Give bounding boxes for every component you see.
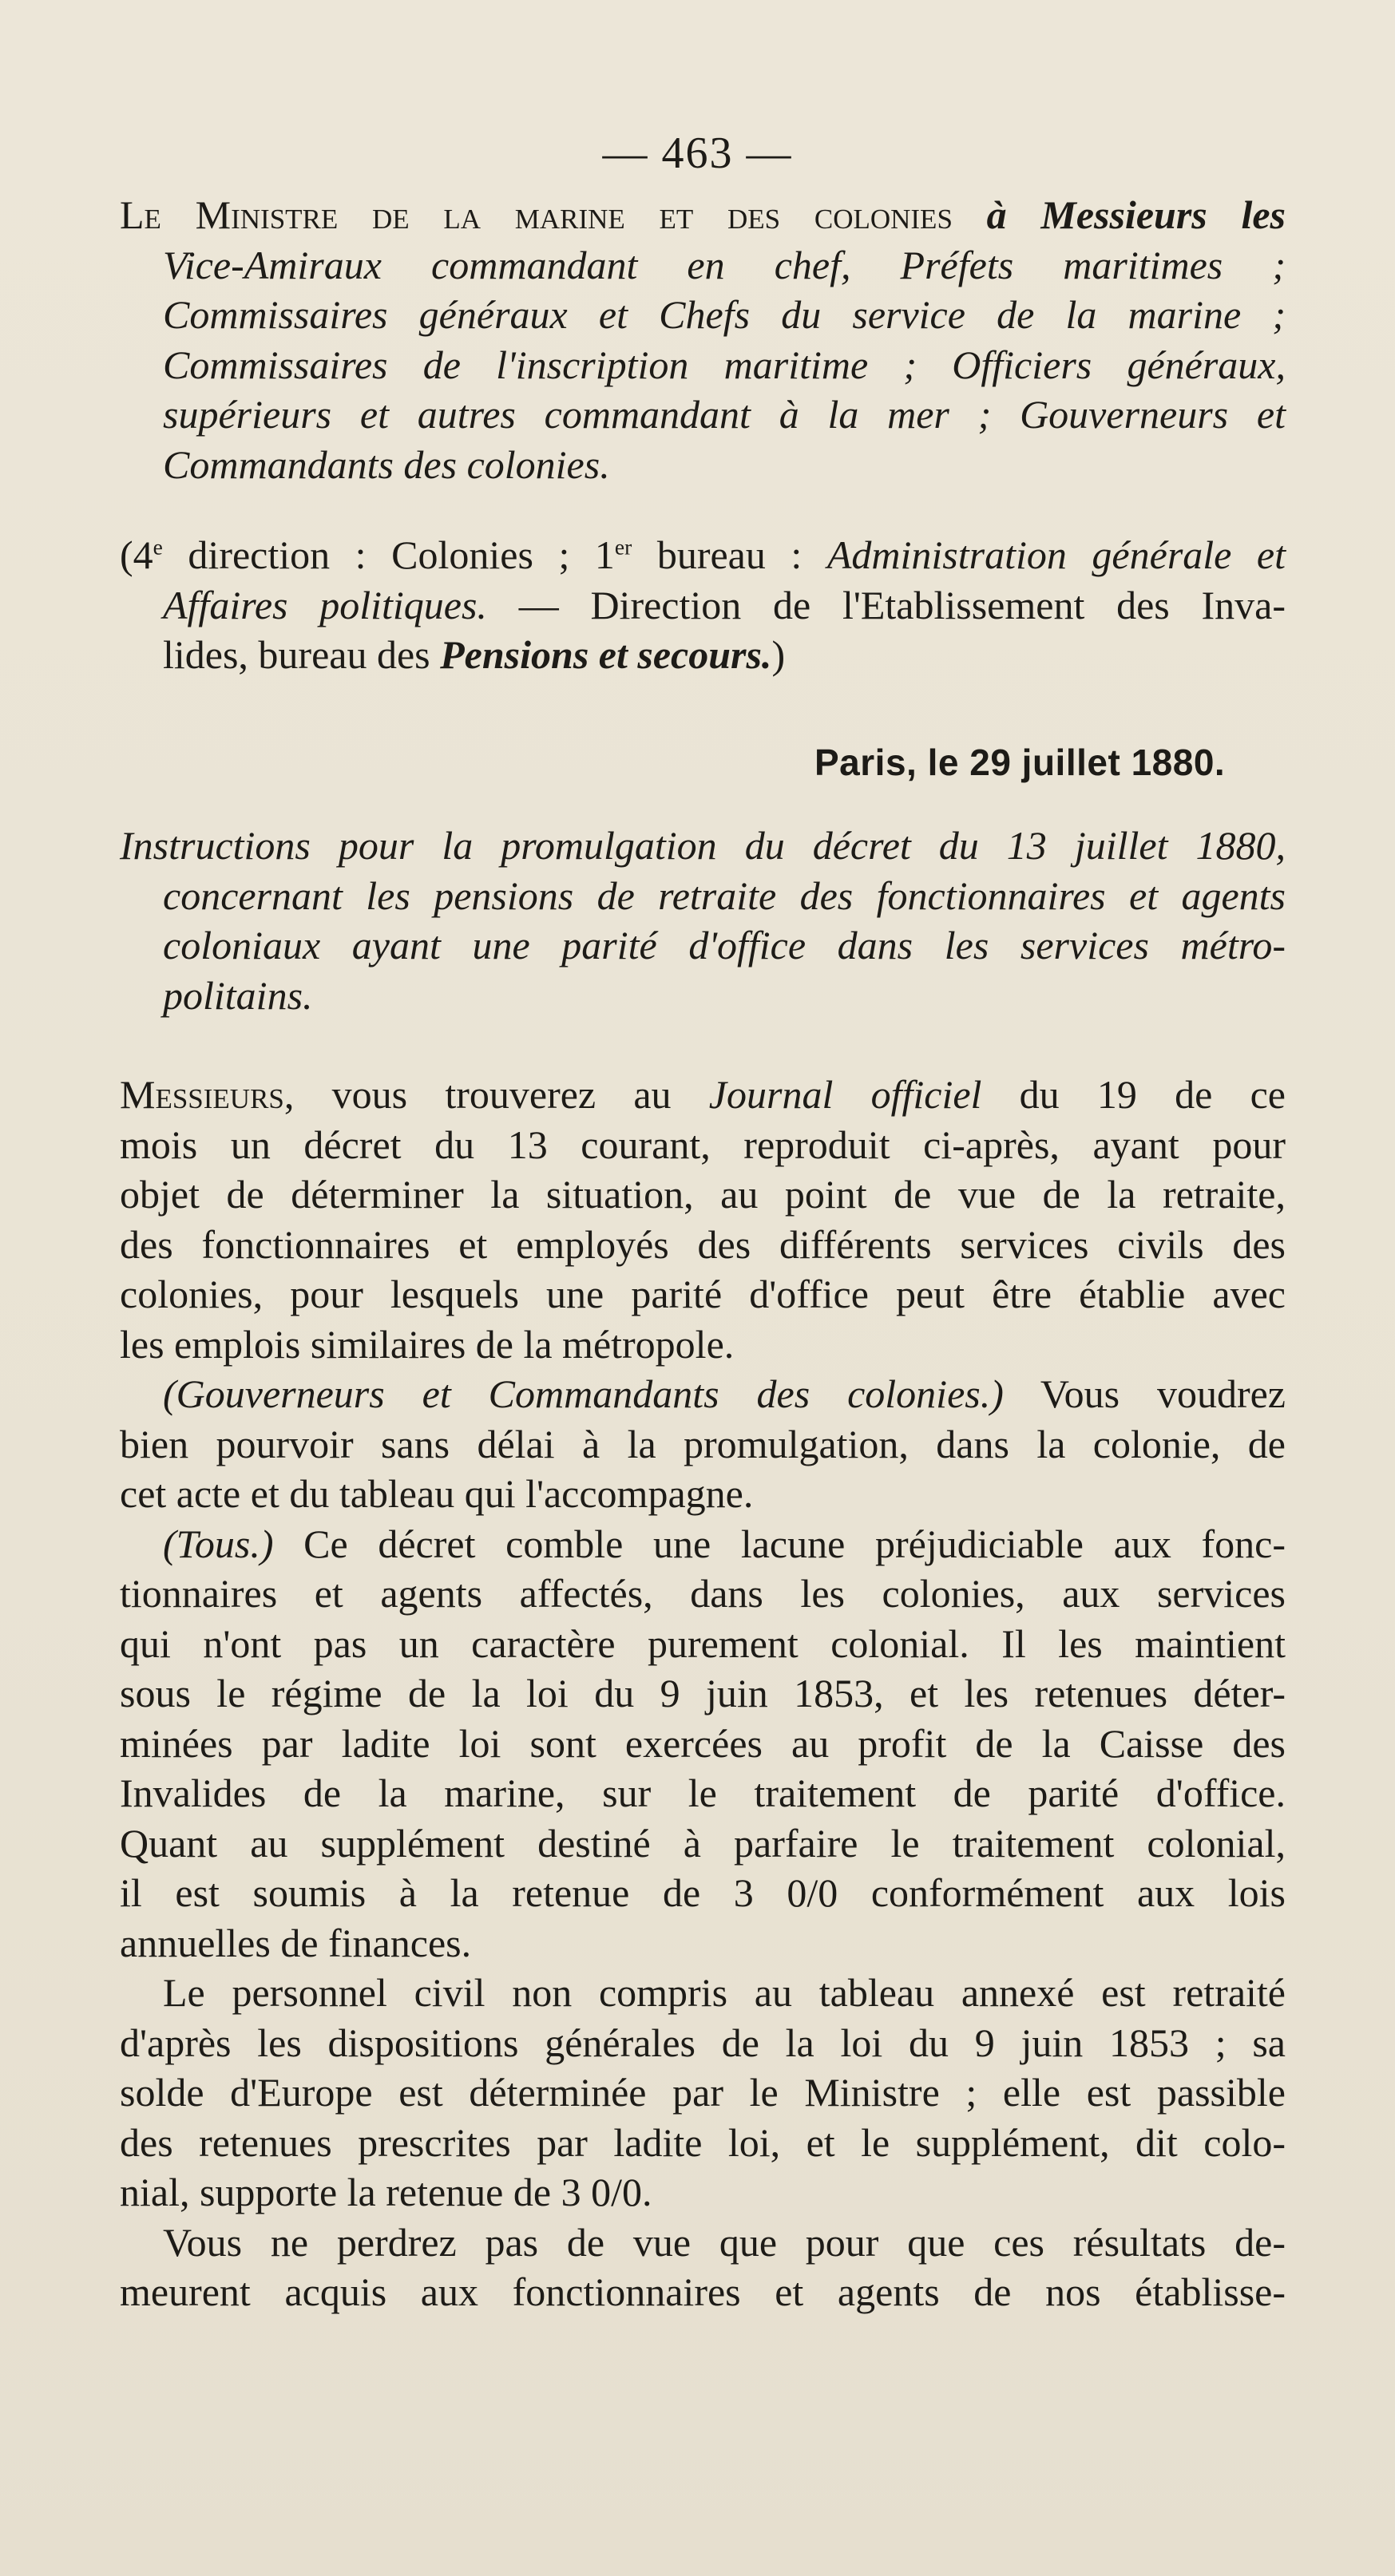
body-line: Invalides de la marine, sur le traitement de parité d'office.: [120, 1771, 1286, 1815]
body-line: tionnaires et agents affectés, dans les colonies, aux services: [120, 1571, 1286, 1616]
direction-line: (4e direction : Colonies ; 1er bureau : Administration générale et: [120, 532, 1286, 577]
header-line: Vice-Amiraux commandant en chef, Préfets maritimes ;: [163, 242, 1286, 287]
header-line: Commissaires généraux et Chefs du service de la marine ;: [163, 292, 1286, 337]
direction-line: lides, bureau des Pensions et secours.): [163, 632, 786, 677]
body-line: colonies, pour lesquels une parité d'office peut être établie avec: [120, 1272, 1286, 1316]
instructions-line: concernant les pensions de retraite des fonctionnaires et agents: [163, 873, 1286, 918]
header-line: Le Ministre de la marine et des colonies à Messieurs les: [120, 192, 1286, 237]
body-line: mois un décret du 13 courant, reproduit ci-après, ayant pour: [120, 1122, 1286, 1167]
header-line: Commandants des colonies.: [163, 441, 610, 487]
body-line: Le personnel civil non compris au tableau annexé est retraité: [163, 1970, 1286, 2015]
body-line: des fonctionnaires et employés des différents services civils des: [120, 1221, 1286, 1267]
body-line: sous le régime de la loi du 9 juin 1853, et les retenues déter-: [120, 1671, 1286, 1715]
body-line: Messieurs, vous trouverez au Journal officiel du 19 de ce: [120, 1072, 1286, 1117]
header-address: [120, 190, 1286, 489]
header-line: Commissaires de l'inscription maritime ; Officiers généraux,: [163, 342, 1286, 387]
instructions-line: Instructions pour la promulgation du décret du 13 juillet 1880,: [120, 823, 1286, 868]
letter-date: Paris, le 29 juillet 1880.: [814, 742, 1226, 783]
instructions-title: [120, 821, 1286, 1020]
body-line: d'après les dispositions générales de la loi du 9 juin 1853 ; sa: [120, 2020, 1286, 2065]
body-line: bien pourvoir sans délai à la promulgation, dans la colonie, de: [120, 1421, 1286, 1466]
page-number: — 463 —: [602, 129, 793, 178]
body-line: minées par ladite loi sont exercées au profit de la Caisse des: [120, 1720, 1286, 1766]
body-line: nial, supporte la retenue de 3 0/0.: [120, 2170, 652, 2214]
body-line: Quant au supplément destiné à parfaire le traitement colonial,: [120, 1820, 1286, 1866]
body-text: [120, 1070, 1286, 2317]
direction-line: Affaires politiques. — Direction de l'Etablissement des Inva-: [163, 582, 1286, 627]
body-line: annuelles de finances.: [120, 1920, 472, 1965]
body-line: (Tous.) Ce décret comble une lacune préjudiciable aux fonc-: [163, 1521, 1286, 1566]
body-line: qui n'ont pas un caractère purement colonial. Il les maintient: [120, 1620, 1286, 1666]
header-line: supérieurs et autres commandant à la mer ; Gouverneurs et: [163, 392, 1286, 437]
body-line: meurent acquis aux fonctionnaires et agents de nos établisse-: [120, 2269, 1286, 2314]
body-line: objet de déterminer la situation, au point de vue de la retraite,: [120, 1172, 1286, 1217]
body-line: solde d'Europe est déterminée par le Ministre ; elle est passible: [120, 2070, 1286, 2115]
body-line: les emplois similaires de la métropole.: [120, 1321, 735, 1367]
body-line: des retenues prescrites par ladite loi, et le supplément, dit colo-: [120, 2119, 1286, 2165]
body-line: Vous ne perdrez pas de vue que pour que ces résultats de-: [163, 2219, 1286, 2265]
body-line: (Gouverneurs et Commandants des colonies.) Vous voudrez: [163, 1371, 1286, 1416]
body-line: il est soumis à la retenue de 3 0/0 conformément aux lois: [120, 1870, 1286, 1915]
instructions-line: politains.: [163, 972, 313, 1018]
instructions-line: coloniaux ayant une parité d'office dans les services métro-: [163, 923, 1286, 967]
body-line: cet acte et du tableau qui l'accompagne.: [120, 1471, 754, 1516]
direction-block: [120, 530, 1286, 680]
